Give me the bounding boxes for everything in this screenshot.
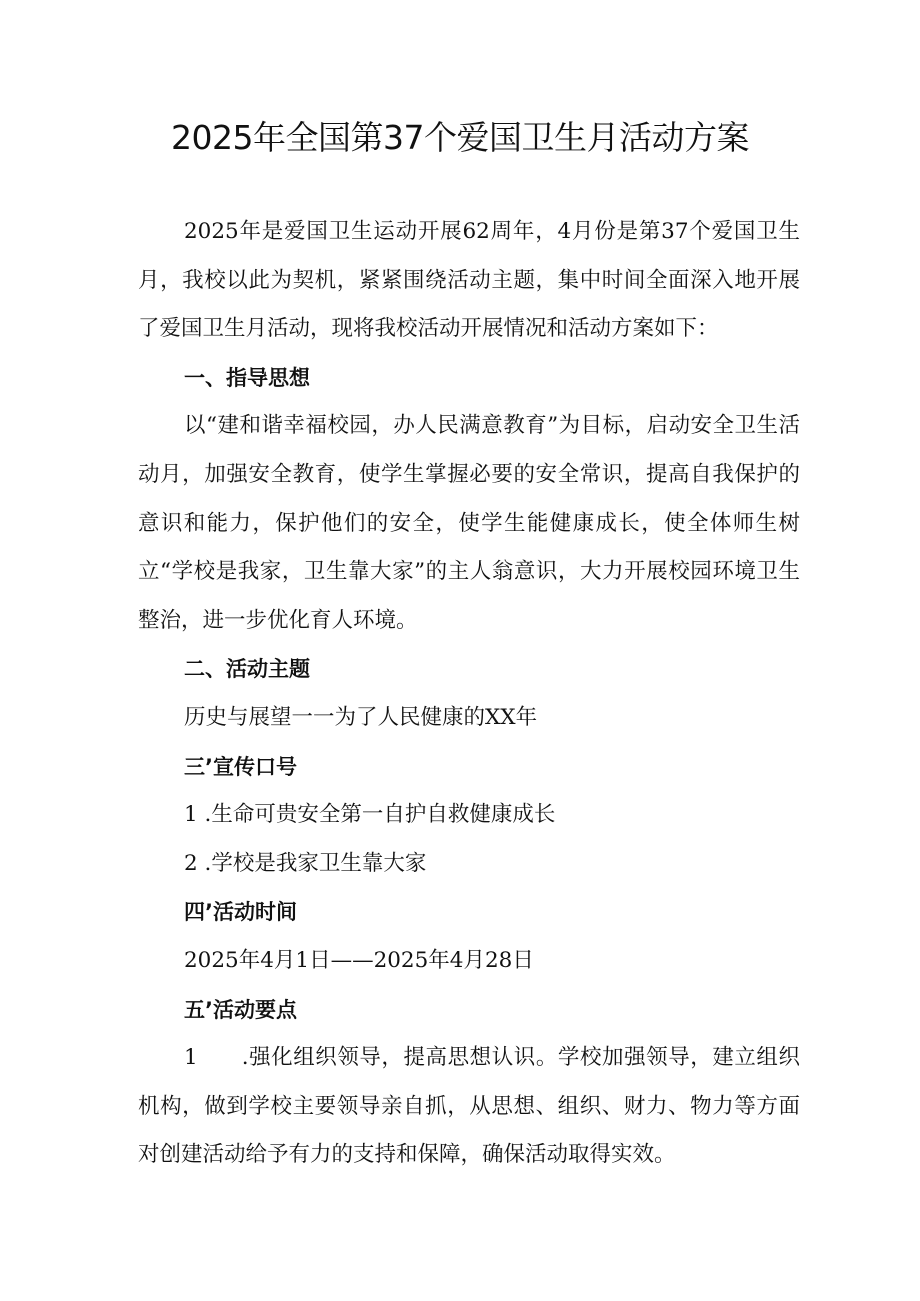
document-title: 2025年全国第37个爱国卫生月活动方案 xyxy=(171,118,749,157)
key-point-item-1 xyxy=(138,1034,800,1180)
guiding-thought-paragraph: 以“建和谐幸福校园，办人民满意教育”为目标，启动安全卫生活动月，加强安全教育，使学生掌握必要的安全常识，提高自我保护的意识和能力，保护他们的安全，使学生能健康成长，使全体师生树立“学校是我家，卫生靠大家”的主人翁意识，大力开展校园环境卫生整治，进一步优化育人环境。 xyxy=(138,413,800,633)
activity-theme-text: 历史与展望一一为了人民健康的XX年 xyxy=(184,704,538,730)
section-heading-slogans: 三’宣传口号 xyxy=(184,754,297,779)
section-heading-key-points: 五’活动要点 xyxy=(184,997,297,1022)
activity-time-text: 2025年4月1日——2025年4月28日 xyxy=(184,947,534,973)
key-point-number: 1 xyxy=(184,1045,198,1071)
section-heading-activity-time: 四’活动时间 xyxy=(184,900,297,925)
document-body xyxy=(138,208,800,1180)
slogan-item-2: 2 .学校是我家卫生靠大家 xyxy=(184,850,427,876)
section-heading-activity-theme: 二、活动主题 xyxy=(184,657,310,682)
key-point-text: .强化组织领导，提高思想认识。学校加强领导，建立组织机构，做到学校主要领导亲自抓，从思想、组织、财力、物力等方面对创建活动给予有力的支持和保障，确保活动取得实效。 xyxy=(138,1045,800,1168)
slogan-item-1: 1 .生命可贵安全第一自护自救健康成长 xyxy=(184,802,556,828)
section-heading-guiding-thought: 一、指导思想 xyxy=(184,365,310,390)
intro-paragraph: 2025年是爱国卫生运动开展62周年，4月份是第37个爱国卫生月，我校以此为契机，紧紧围绕活动主题，集中时间全面深入地开展了爱国卫生月活动，现将我校活动开展情况和活动方案如下： xyxy=(138,219,800,342)
